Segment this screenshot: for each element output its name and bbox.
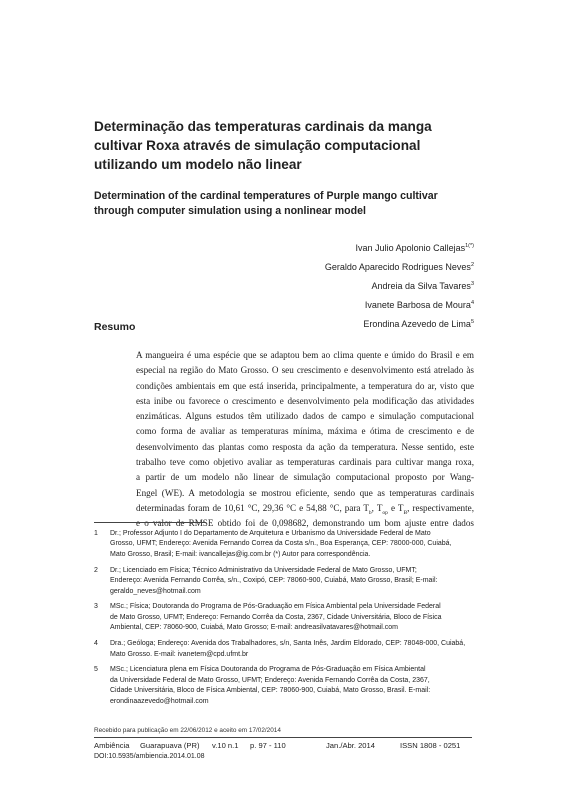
- footnote-number: 1: [94, 530, 98, 537]
- journal-name: Ambiência: [94, 741, 130, 750]
- footnotes: [94, 529, 476, 713]
- journal-city: Guarapuava (PR): [140, 741, 200, 750]
- abstract-segment: determinadas foram de 10,61 °C, 29,36 °C e 54,88 °C, para T: [136, 502, 369, 513]
- author: [325, 257, 474, 276]
- footnote-number: 5: [94, 666, 98, 674]
- footnote: [94, 602, 476, 633]
- abstract-line: a partir de um modelo não linear de simulação computacional proposto por Wang-: [136, 472, 474, 483]
- abstract-line: desenvolvimento das plantas como resposta da ação da temperatura. Nesse sentido, este: [136, 441, 474, 452]
- author: [325, 314, 474, 333]
- received-date-note: Recebido para publicação em 22/06/2012 e aceito em 17/02/2014: [94, 727, 281, 734]
- footnote-line: Endereço: Avenida Fernando Corrêa, s/n., Coxipó, CEP: 78060-900, Cuiabá, Mato Grosso, Brasil; E-mail:: [110, 577, 438, 585]
- footnote-line: Dr.; Licenciado em Física; Técnico Administrativo da Universidade Federal de Mato Grosso, UFMT;: [110, 566, 417, 574]
- footnote-line: Dr.; Professor Adjunto I do Departamento de Arquitetura e Urbanismo da Universidade Federal de Mato: [110, 530, 431, 537]
- doi-text: DOI:10.5935/ambiencia.2014.01.08: [94, 753, 205, 760]
- footnote: [94, 665, 476, 707]
- abstract-line: enzimáticas. Alguns estudos têm utilizado dados de campo e simulação computacional: [136, 411, 474, 422]
- footnote-line: MSc.; Física; Doutoranda do Programa de Pós-Graduação em Física Ambiental pela Universidade Federal: [110, 603, 441, 611]
- footnote-line: erondinaazevedo@hotmail.com: [110, 697, 209, 705]
- author-affiliation-mark: 5: [470, 319, 474, 325]
- author: [325, 238, 474, 257]
- abstract-segment: e T: [387, 502, 404, 513]
- author-affiliation-mark: 1(*): [465, 243, 474, 249]
- footnote-number: 4: [94, 640, 98, 648]
- title-en-line: through computer simulation using a nonlinear model: [94, 205, 366, 217]
- title-pt-line: Determinação das temperaturas cardinais da manga: [94, 119, 432, 134]
- subscript: B: [403, 509, 408, 516]
- footnote-line: Cidade Universitária, Bloco de Física Ambiental, CEP: 78060-900, Cuiabá, Mato Grosso, Brasil. E-mail:: [110, 687, 431, 695]
- footnote-line: Mato Grosso. E-mail: ivanetem@cpd.ufmt.br: [110, 650, 249, 658]
- abstract-line-with-subscripts: [136, 501, 474, 516]
- footnote-line: Grosso, UFMT; Endereço: Avenida Fernando Correa da Costa s/n., Boa Esperança, CEP: 78000-000, Cuiabá,: [110, 540, 452, 548]
- author-affiliation-mark: 4: [470, 300, 474, 306]
- author-name: Ivanete Barbosa de Moura: [364, 300, 471, 310]
- author-name: Andreia da Silva Tavares: [371, 281, 471, 291]
- author: [325, 295, 474, 314]
- author-name: Geraldo Aparecido Rodrigues Neves: [324, 262, 471, 272]
- title-pt-line: utilizando um modelo não linear: [94, 157, 302, 172]
- author-name: Erondina Azevedo de Lima: [363, 319, 471, 329]
- journal-pages: p. 97 - 110: [250, 741, 286, 750]
- journal-issn: ISSN 1808 - 0251: [400, 741, 461, 750]
- article-title-portuguese: [94, 117, 479, 174]
- abstract-segment: , respectivamente,: [407, 502, 474, 513]
- author: [325, 276, 474, 295]
- author-affiliation-mark: 3: [470, 281, 474, 287]
- footnote-line: Mato Grosso, Brasil; E-mail: ivancallejas@ig.com.br (*) Autor para correspondência.: [110, 550, 371, 558]
- footnote: [94, 529, 476, 560]
- footnote-line: Dra.; Geóloga; Endereço: Avenida dos Trabalhadores, s/n, Santa Inês, Jardim Eldorado, CEP: 78048-000, Cuiabá,: [110, 640, 466, 648]
- footnote-line: geraldo_neves@hotmail.com: [110, 587, 201, 595]
- footnote-line: de Mato Grosso, UFMT; Endereço: Fernando Corrêa da Costa, 2367, Cidade Universitária, Bloco de Física: [110, 613, 442, 621]
- abstract-line: e o valor de RMSE obtido foi de 0,098682, demonstrando um bom ajuste entre dados: [136, 518, 474, 529]
- abstract-text: [136, 348, 474, 532]
- abstract-line: trabalho teve como objetivo avaliar as temperaturas cardinais para cultivar manga roxa,: [136, 457, 474, 468]
- abstract-line: condições ambientais em que está inserida, principalmente, a temperatura do ar, visto que: [136, 380, 474, 391]
- footnote-line: da Universidade Federal de Mato Grosso, UFMT; Endereço: Avenida Fernando Corrêa da Costa, 2367,: [110, 676, 430, 684]
- footnote: [94, 566, 476, 597]
- footnote-line: Ambiental, CEP: 78060-900, Cuiabá, Mato Grosso; E-mail: andreasilvatavares@hotmail.com: [110, 624, 399, 632]
- journal-date: Jan./Abr. 2014: [326, 741, 375, 750]
- footer-divider: [94, 737, 472, 738]
- title-en-line: Determination of the cardinal temperatures of Purple mango cultivar: [94, 190, 438, 202]
- subscript: op: [382, 509, 388, 516]
- journal-footer: [94, 741, 472, 752]
- abstract-line: A mangueira é uma espécie que se adaptou bem ao clima quente e úmido do Brasil e em: [136, 350, 474, 360]
- subscript: b: [368, 509, 372, 516]
- footnote-divider: [94, 522, 206, 523]
- abstract-line: esta inibe ou favorece o crescimento e desenvolvimento pela modificação das atividades: [136, 395, 474, 406]
- author-affiliation-mark: 2: [470, 262, 474, 268]
- title-pt-line: cultivar Roxa através de simulação computacional: [94, 138, 421, 153]
- journal-volume: v.10 n.1: [212, 741, 239, 750]
- abstract-line: especial na região do Mato Grosso. O seu crescimento e desenvolvimento está atrelado às: [136, 365, 474, 376]
- footnote-number: 2: [94, 566, 98, 574]
- author-list: [325, 238, 474, 333]
- author-name: Ivan Julio Apolonio Callejas: [355, 243, 466, 253]
- footnote-number: 3: [94, 603, 98, 611]
- article-title-english: [94, 189, 484, 219]
- abstract-segment: , T: [371, 502, 383, 513]
- footnote-line: MSc.; Licenciatura plena em Física Doutoranda do Programa de Pós-Graduação em Física Ambiental: [110, 666, 426, 674]
- abstract-line: como forma de avaliar as temperaturas mínima, máxima e ótima de crescimento e de: [136, 426, 474, 437]
- footnote: [94, 639, 476, 660]
- abstract-line: Engel (WE). A metodologia se mostrou eficiente, sendo que as temperaturas cardinais: [136, 487, 474, 498]
- section-heading-resumo: Resumo: [94, 321, 136, 333]
